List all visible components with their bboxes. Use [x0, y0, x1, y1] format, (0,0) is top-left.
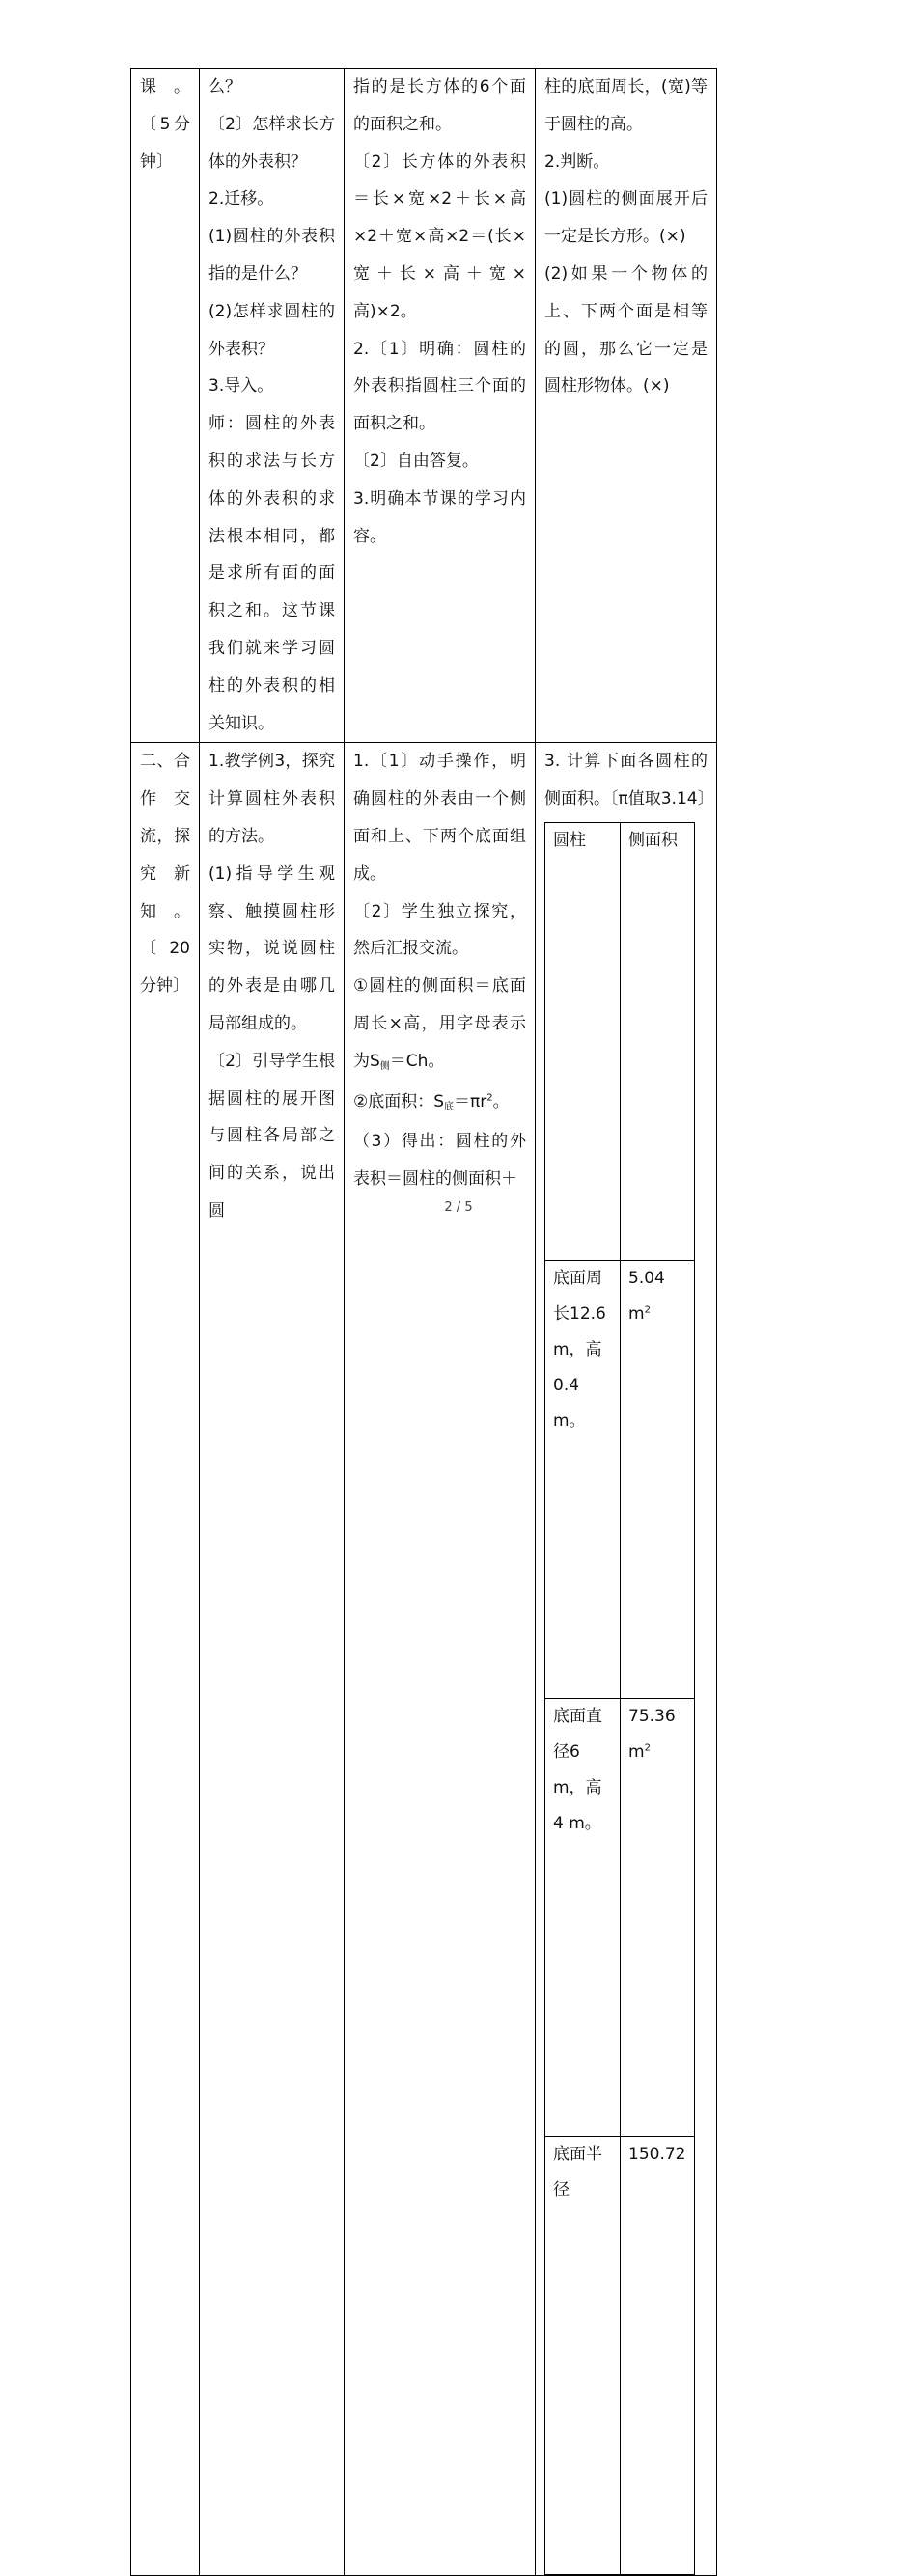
paragraph: 〔2〕学生独立探究，然后汇报交流。 — [353, 901, 526, 959]
condition-cell: 底面直径6 m，高4 m。 — [545, 1698, 621, 2136]
paragraph: 指的是长方体的6个面的面积之和。 — [353, 77, 526, 134]
paragraph: 〔2〕怎样求长方体的外表积？ — [208, 114, 335, 172]
formula-text: ＝πr — [454, 1091, 487, 1111]
superscript: 2 — [644, 1742, 651, 1754]
exercise-table — [544, 822, 695, 2575]
condition-cell: 底面半径 — [545, 2136, 621, 2574]
answer-value: 75.36 m — [628, 1706, 676, 1762]
formula-text: ①圆柱的侧面积＝底面周长×高，用字母表示为S — [353, 976, 526, 1071]
exercise-table-row — [545, 1698, 695, 2136]
paragraph: (1)圆柱的外表积指的是什么？ — [208, 227, 335, 284]
student-activity-cell — [345, 743, 536, 2576]
exercise-table-header — [545, 822, 695, 1260]
subscript: 底 — [444, 1101, 455, 1112]
formula-text: 。 — [492, 1091, 510, 1111]
student-activity-cell — [345, 69, 536, 743]
paragraph: （3）得出：圆柱的外表积＝圆柱的侧面积＋ — [353, 1132, 526, 1190]
paragraph: 2.〔1〕明确：圆柱的外表积指圆柱三个面的面积之和。 — [353, 339, 526, 434]
paragraph: 〔2〕引导学生根据圆柱的展开图与圆柱各局部之间的关系，说出圆 — [208, 1051, 335, 1220]
paragraph: 2.判断。 — [544, 151, 610, 172]
subscript: 侧 — [379, 1060, 390, 1072]
exercise-table-row — [545, 2136, 695, 2574]
table-row — [131, 743, 717, 2576]
exercise-cell — [536, 743, 717, 2576]
paragraph: 1.教学例3，探究计算圆柱外表积的方法。 — [208, 752, 335, 846]
paragraph: 3.导入。 — [208, 376, 274, 397]
stage-cell — [131, 69, 200, 743]
answer-cell — [621, 1260, 695, 1698]
formula-lateral-area — [353, 968, 526, 1082]
formula-text: ②底面积：S — [353, 1091, 445, 1111]
paragraph: 〔2〕自由答复。 — [353, 451, 479, 471]
answer-value: 150.72 — [628, 2144, 686, 2164]
superscript: 2 — [644, 1304, 651, 1316]
teacher-activity-cell — [200, 743, 345, 2576]
exercise-intro: 3. 计算下面各圆柱的侧面积。〔π值取3.14〕 — [544, 752, 714, 809]
paragraph: 2.迁移。 — [208, 189, 274, 209]
paragraph: (1)指导学生观察、触摸圆柱形实物，说说圆柱的外表是由哪几局部组成的。 — [208, 863, 335, 1033]
paragraph: (1)圆柱的侧面展开后一定是长方形。(×) — [544, 189, 708, 247]
formula-base-area — [353, 1083, 526, 1124]
answer-value: 5.04 m — [628, 1268, 665, 1324]
paragraph: 3.明确本节课的学习内容。 — [353, 488, 526, 546]
header-cell: 侧面积 — [621, 822, 695, 1260]
superscript: 2 — [486, 1091, 493, 1103]
header-cell: 圆柱 — [545, 822, 621, 1260]
table-row — [131, 69, 717, 743]
stage-cell — [131, 743, 200, 2576]
paragraph: (2)如果一个物体的上、下两个面是相等的圆，那么它一定是圆柱形物体。(×) — [544, 263, 708, 397]
paragraph: (2)怎样求圆柱的外表积？ — [208, 301, 335, 359]
answer-cell — [621, 1698, 695, 2136]
lesson-table — [130, 68, 717, 2576]
paragraph: 师：圆柱的外表积的求法与长方体的外表积的求法根本相同，都是求所有面的面积之和。这节课我们就来学习圆柱的外表积的相关知识。 — [208, 414, 335, 733]
paragraph: 柱的底面周长，(宽)等于圆柱的高。 — [544, 77, 708, 134]
page-number: 2 / 5 — [444, 1200, 473, 1215]
paragraph: 1.〔1〕动手操作，明确圆柱的外表由一个侧面和上、下两个底面组成。 — [353, 752, 526, 884]
teacher-activity-cell — [200, 69, 345, 743]
formula-text: ＝Ch。 — [389, 1051, 445, 1071]
exercise-table-row — [545, 1260, 695, 1698]
condition-cell: 底面周长12.6 m，高0.4 m。 — [545, 1260, 621, 1698]
paragraph: 〔2〕长方体的外表积＝长×宽×2＋长×高×2＋宽×高×2＝(长×宽＋长×高＋宽×高)×2。 — [353, 151, 526, 321]
answer-cell — [621, 2136, 695, 2574]
paragraph: 么？ — [208, 77, 241, 96]
exercise-cell — [536, 69, 717, 743]
stage-text: 课。〔5分钟〕 — [140, 77, 190, 172]
stage-text: 二、合作交流，探究新知。〔20分钟〕 — [140, 752, 190, 997]
